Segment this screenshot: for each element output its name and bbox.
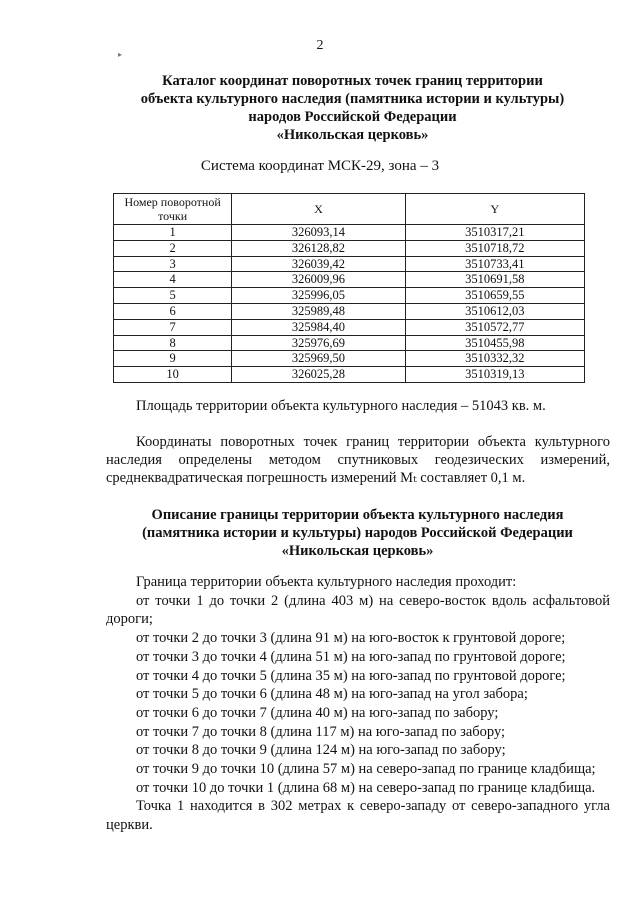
table-row bbox=[114, 272, 585, 288]
x-coordinate-cell: 325976,69 bbox=[232, 335, 405, 351]
table-row bbox=[114, 335, 585, 351]
boundary-description-list bbox=[106, 573, 610, 835]
table-row bbox=[114, 225, 585, 241]
description-item: от точки 6 до точки 7 (длина 40 м) на юго-запад по забору; bbox=[136, 704, 499, 721]
table-row bbox=[114, 288, 585, 304]
point-number-cell: 5 bbox=[114, 288, 232, 304]
catalog-title-line: «Никольская церковь» bbox=[276, 127, 429, 143]
description-item: от точки 10 до точки 1 (длина 68 м) на северо-запад по границе кладбища. bbox=[136, 779, 596, 796]
boundary-description-title bbox=[100, 506, 615, 560]
coordinates-table bbox=[113, 193, 585, 383]
y-coordinate-cell: 3510332,32 bbox=[405, 351, 584, 367]
subtitle-line: «Никольская церковь» bbox=[281, 543, 434, 559]
description-item: от точки 1 до точки 2 (длина 403 м) на северо-восток вдоль асфальтовой дороги; bbox=[106, 592, 610, 628]
point-number-cell: 9 bbox=[114, 351, 232, 367]
method-paragraph: Координаты поворотных точек границ территории объекта культурного наследия определены методом спутниковых геодезических измерений, среднеквадратическая погрешность измерений Mₜ составляет 0,1 м. bbox=[106, 434, 610, 486]
description-item: Граница территории объекта культурного наследия проходит: bbox=[136, 574, 517, 590]
description-item: от точки 7 до точки 8 (длина 117 м) на юго-запад по забору; bbox=[136, 723, 506, 740]
description-item: от точки 4 до точки 5 (длина 35 м) на юго-запад по грунтовой дороге; bbox=[136, 667, 566, 684]
x-coordinate-cell: 326009,96 bbox=[232, 272, 405, 288]
table-row bbox=[114, 351, 585, 367]
description-item: от точки 8 до точки 9 (длина 124 м) на юго-запад по забору; bbox=[136, 742, 506, 759]
y-coordinate-cell: 3510319,13 bbox=[405, 367, 584, 383]
y-coordinate-cell: 3510572,77 bbox=[405, 319, 584, 335]
x-coordinate-cell: 326128,82 bbox=[232, 240, 405, 256]
coordinate-system-label: Система координат МСК-29, зона – 3 bbox=[200, 158, 440, 174]
x-coordinate-cell: 325996,05 bbox=[232, 288, 405, 304]
table-row bbox=[114, 256, 585, 272]
header-x: X bbox=[232, 194, 405, 225]
catalog-title bbox=[90, 72, 615, 144]
point-number-cell: 1 bbox=[114, 225, 232, 241]
point-number-cell: 6 bbox=[114, 303, 232, 319]
point-number-cell: 10 bbox=[114, 367, 232, 383]
x-coordinate-cell: 325969,50 bbox=[232, 351, 405, 367]
x-coordinate-cell: 326025,28 bbox=[232, 367, 405, 383]
table-body bbox=[114, 225, 585, 383]
point-number-cell: 2 bbox=[114, 240, 232, 256]
y-coordinate-cell: 3510317,21 bbox=[405, 225, 584, 241]
table-row bbox=[114, 319, 585, 335]
table-row bbox=[114, 367, 585, 383]
description-item: от точки 9 до точки 10 (длина 57 м) на северо-запад по границе кладбища; bbox=[136, 761, 596, 778]
header-point-number: Номер поворотной точки bbox=[114, 194, 232, 225]
x-coordinate-cell: 326093,14 bbox=[232, 225, 405, 241]
description-item: от точки 3 до точки 4 (длина 51 м) на юго-запад по грунтовой дороге; bbox=[136, 648, 566, 665]
catalog-title-line: народов Российской Федерации bbox=[248, 109, 457, 125]
page-number: 2 bbox=[316, 38, 324, 53]
y-coordinate-cell: 3510691,58 bbox=[405, 272, 584, 288]
y-coordinate-cell: 3510612,03 bbox=[405, 303, 584, 319]
y-coordinate-cell: 3510455,98 bbox=[405, 335, 584, 351]
table-header-row bbox=[114, 194, 585, 225]
catalog-title-line: объекта культурного наследия (памятника истории и культуры) bbox=[140, 91, 565, 107]
catalog-title-line: Каталог координат поворотных точек границ территории bbox=[162, 73, 543, 89]
description-item: от точки 2 до точки 3 (длина 91 м) на юго-восток к грунтовой дороге; bbox=[136, 630, 566, 647]
table-row bbox=[114, 303, 585, 319]
description-item: Точка 1 находится в 302 метрах к северо-западу от северо-западного угла церкви. bbox=[106, 798, 610, 834]
x-coordinate-cell: 325984,40 bbox=[232, 319, 405, 335]
subtitle-line: Описание границы территории объекта культурного наследия bbox=[151, 507, 564, 523]
header-y: Y bbox=[405, 194, 584, 225]
scan-mark: ▸ bbox=[118, 50, 123, 59]
subtitle-line: (памятника истории и культуры) народов Российской Федерации bbox=[142, 525, 573, 541]
point-number-cell: 8 bbox=[114, 335, 232, 351]
description-item: от точки 5 до точки 6 (длина 48 м) на юго-запад на угол забора; bbox=[136, 686, 528, 703]
point-number-cell: 3 bbox=[114, 256, 232, 272]
y-coordinate-cell: 3510659,55 bbox=[405, 288, 584, 304]
point-number-cell: 4 bbox=[114, 272, 232, 288]
y-coordinate-cell: 3510718,72 bbox=[405, 240, 584, 256]
y-coordinate-cell: 3510733,41 bbox=[405, 256, 584, 272]
point-number-cell: 7 bbox=[114, 319, 232, 335]
area-paragraph: Площадь территории объекта культурного наследия – 51043 кв. м. bbox=[136, 398, 546, 414]
x-coordinate-cell: 325989,48 bbox=[232, 303, 405, 319]
x-coordinate-cell: 326039,42 bbox=[232, 256, 405, 272]
table-row bbox=[114, 240, 585, 256]
